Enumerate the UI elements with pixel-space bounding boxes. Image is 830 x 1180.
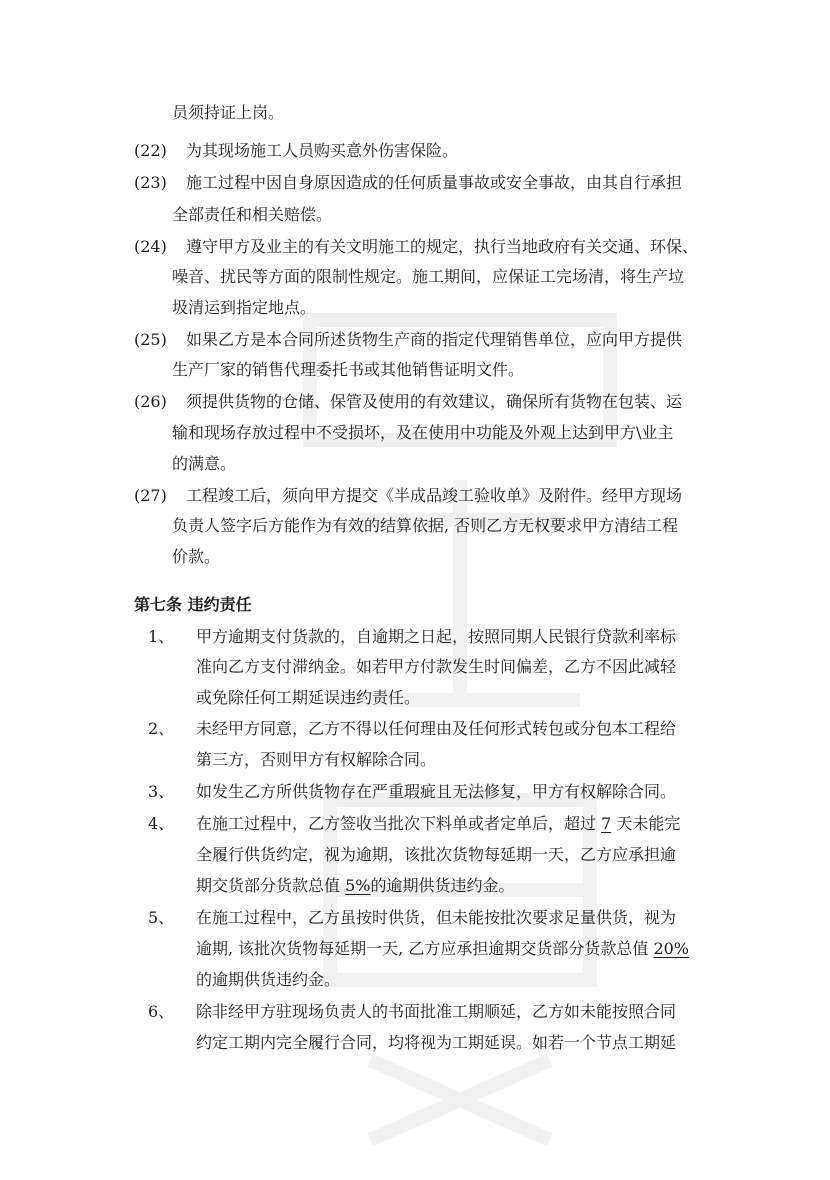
s7-item-3-line-0: 如发生乙方所供货物存在严重瑕疵且无法修复，甲方有权解除合同。 [196, 782, 677, 801]
list-a-item-6-line-1: 负责人签字后方能作为有效的结算依据, 否则乙方无权要求甲方清结工程 [172, 516, 679, 535]
list-a-item-3-line-2: 圾清运到指定地点。 [172, 298, 317, 317]
s7-item-4-line-0 [196, 814, 680, 834]
list-a-item-2-line-1: 全部责任和相关赔偿。 [172, 205, 333, 224]
list-a-item-5-line-1: 输和现场存放过程中不受损坏，及在使用中功能及外观上达到甲方\业主 [172, 423, 674, 442]
list-a-item-5-line-0: 须提供货物的仓储、保管及使用的有效建议，确保所有货物在包装、运 [186, 392, 683, 411]
s7-item-5-line-2: 的逾期供货违约金。 [196, 970, 341, 989]
s7-item-6-line-0: 除非经甲方驻现场负责人的书面批准工期顺延，乙方如未能按照合同 [196, 1002, 677, 1021]
list-a-item-0-line-0: 员须持证上岗。 [172, 103, 285, 122]
s7-item-2-num: 2、 [148, 719, 175, 738]
list-a-item-4-line-0: 如果乙方是本合同所述货物生产商的指定代理销售单位，应向甲方提供 [186, 330, 683, 349]
list-a-item-6-line-0: 工程竣工后，须向甲方提交《半成品竣工验收单》及附件。经甲方现场 [186, 486, 683, 505]
s7-item-3-num: 3、 [148, 782, 175, 801]
s7-item-1-line-1: 准向乙方支付滞纳金。如若甲方付款发生时间偏差，乙方不因此减轻 [196, 657, 677, 676]
list-a-item-1-num: (22) [134, 141, 167, 160]
list-a-item-3-num: (24) [134, 237, 167, 256]
s7-item-1-num: 1、 [148, 627, 175, 646]
list-a-item-2-num: (23) [134, 173, 167, 192]
list-a-item-2-line-0: 施工过程中因自身原因造成的任何质量事故或安全事故，由其自行承担 [186, 173, 683, 192]
s7-item-5-line-0: 在施工过程中，乙方虽按时供货，但未能按批次要求足量供货，视为 [196, 908, 677, 927]
s7-item-1-line-2: 或免除任何工期延误违约责任。 [196, 688, 421, 707]
s7-item-5-num: 5、 [148, 908, 175, 927]
s7-item-4-line-2 [196, 876, 515, 896]
list-a-item-4-num: (25) [134, 330, 167, 349]
list-a-item-1-line-0: 为其现场施工人员购买意外伤害保险。 [186, 141, 459, 160]
section-7-heading: 第七条 违约责任 [134, 595, 252, 614]
s7-item-6-line-1: 约定工期内完全履行合同，均将视为工期延误。如若一个节点工期延 [196, 1033, 677, 1052]
s7-item-6-num: 6、 [148, 1002, 175, 1021]
s7-item-5-line-1-text: 逾期, 该批次货物每延期一天, 乙方应承担逾期交货部分货款总值 [196, 939, 654, 958]
list-a-item-3-line-1: 噪音、扰民等方面的限制性规定。施工期间，应保证工完场清，将生产垃 [172, 267, 685, 286]
list-a-item-5-line-2: 的满意。 [172, 454, 237, 473]
s7-item-1-line-0: 甲方逾期支付货款的，自逾期之日起，按照同期人民银行贷款利率标 [196, 627, 677, 646]
s7-item-5-line-1 [196, 939, 689, 959]
list-a-item-3-line-0: 遵守甲方及业主的有关文明施工的规定，执行当地政府有关交通、环保、 [186, 237, 699, 256]
s7-item-4-line-2-suffix: 的逾期供货违约金。 [370, 876, 515, 895]
s7-item-2-line-1: 第三方，否则甲方有权解除合同。 [196, 750, 437, 769]
list-a-item-5-num: (26) [134, 392, 167, 411]
s7-item-4-line-1: 全履行供货约定，视为逾期，该批次货物每延期一天，乙方应承担逾 [196, 845, 677, 864]
s7-item-4-line-0-suffix: 天未能完 [611, 814, 681, 833]
list-a-item-4-line-1: 生产厂家的销售代理委托书或其他销售证明文件。 [172, 360, 525, 379]
delay-days-value: 7 [601, 814, 612, 833]
list-a-item-6-line-2: 价款。 [172, 547, 221, 566]
list-a-item-6-num: (27) [134, 486, 167, 505]
s7-item-4-line-2-text: 期交货部分货款总值 [196, 876, 346, 895]
penalty-rate-5-value: 5% [345, 876, 371, 895]
s7-item-4-num: 4、 [148, 814, 175, 833]
s7-item-4-line-0-text: 在施工过程中，乙方签收当批次下料单或者定单后，超过 [196, 814, 602, 833]
penalty-rate-20-value: 20% [653, 939, 689, 958]
s7-item-2-line-0: 未经甲方同意，乙方不得以任何理由及任何形式转包或分包本工程给 [196, 719, 677, 738]
